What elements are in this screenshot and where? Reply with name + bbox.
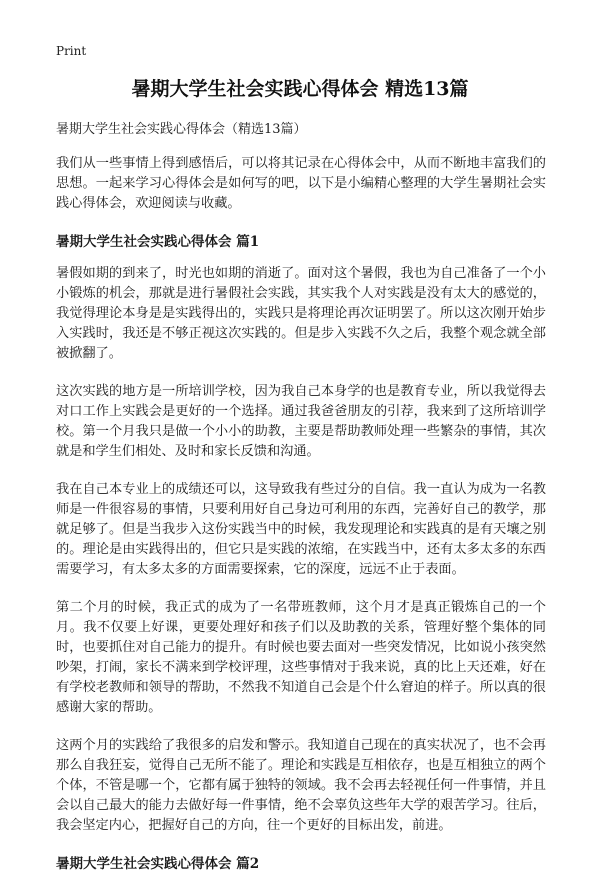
print-link[interactable]: Print	[56, 44, 87, 58]
paragraph: 暑假如期的到来了，时光也如期的消逝了。面对这个暑假，我也为自己准备了一个小小锻炼的机会，那就是进行暑假社会实践，其实我个人对实践是没有太大的感觉的，我觉得理论本身是是实践得出的，实践只是将理论再次证明罢了。所以这次刚开始步入实践时，我还是不够正视这次实践的。但是步入实践不久之后，我整个观念就全部被掀翻了。	[56, 266, 546, 361]
document-body	[56, 120, 546, 886]
paragraph: 我在自己本专业上的成绩还可以，这导致我有些过分的自信。我一直认为成为一名教师是一件很容易的事情，只要利用好自己身边可利用的东西，完善好自己的教学，那就足够了。但是当我步入这份实践当中的时候，我发现理论和实践真的是有天壤之别的。理论是由实践得出的，但它只是实践的浓缩，在实践当中，还有太多太多的东西需要学习，有太多太多的方面需要探索，它的深度，远远不止于表面。	[56, 482, 546, 577]
paragraph: 这两个月的实践给了我很多的启发和警示。我知道自己现在的真实状况了，也不会再那么自我狂妄，觉得自己无所不能了。理论和实践是互相依存，也是互相独立的两个个体，不管是哪一个，它都有属于独特的领域。我不会再去轻视任何一件事情，并且会以自己最大的能力去做好每一件事情，绝不会辜负这些年大学的艰苦学习。往后，我会坚定内心，把握好自己的方向，往一个更好的目标出发，前进。	[56, 738, 546, 833]
section-heading-2: 暑期大学生社会实践心得体会 篇2	[56, 856, 260, 872]
document-subtitle: 暑期大学生社会实践心得体会（精选13篇）	[56, 122, 307, 137]
document-title: 暑期大学生社会实践心得体会 精选13篇	[131, 78, 469, 100]
paragraph: 第二个月的时候，我正式的成为了一名带班教师，这个月才是真正锻炼自己的一个月。我不仅要上好课，更要处理好和孩子们以及助教的关系，管理好整个集体的同时，也要抓住对自己能力的提升。有时候也要去面对一些突发情况，比如说小孩突然吵架，打闹，家长不满来到学校评理，这些事情对于我来说，真的比上天还难，好在有学校老教师和领导的帮助，不然我不知道自己会是个什么窘迫的样子。所以真的很感谢大家的帮助。	[56, 600, 546, 715]
paragraph: 这次实践的地方是一所培训学校，因为我自己本身学的也是教育专业，所以我觉得去对口工作上实践会是更好的一个选择。通过我爸爸朋友的引荐，我来到了这所培训学校。第一个月我只是做一个小小的助教，主要是帮助教师处理一些繁杂的事情，其次就是和学生们相处、及时和家长反馈和沟通。	[56, 384, 546, 459]
section-heading-1: 暑期大学生社会实践心得体会 篇1	[56, 234, 260, 250]
intro-paragraph: 我们从一些事情上得到感悟后，可以将其记录在心得体会中，从而不断地丰富我们的思想。一起来学习心得体会是如何写的吧，以下是小编精心整理的大学生暑期社会实践心得体会，欢迎阅读与收藏。	[56, 156, 546, 211]
